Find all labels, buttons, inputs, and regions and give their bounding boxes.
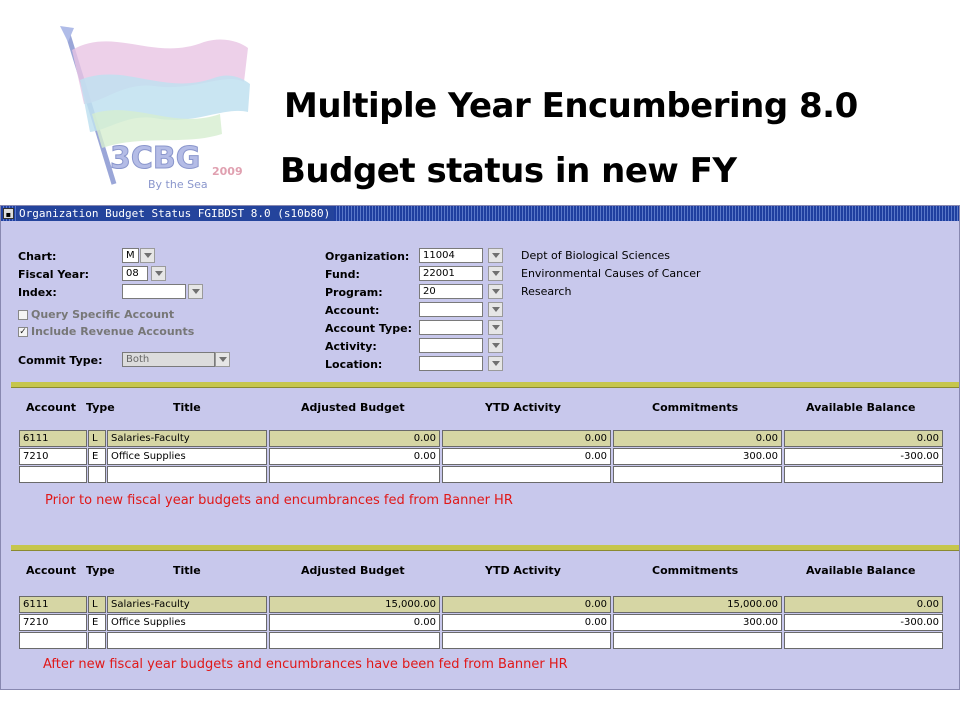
- col-header-ytd-activity: YTD Activity: [485, 564, 561, 577]
- fund-description: Environmental Causes of Cancer: [521, 267, 701, 280]
- table-cell-title[interactable]: Office Supplies: [107, 614, 267, 631]
- activity-dropdown-icon[interactable]: [488, 338, 503, 353]
- chart-dropdown-icon[interactable]: [140, 248, 155, 263]
- fiscal-year-label: Fiscal Year:: [18, 268, 90, 281]
- window-titlebar[interactable]: [1, 206, 959, 221]
- col-header-adjusted-budget: Adjusted Budget: [301, 564, 405, 577]
- table-cell-adjusted-budget[interactable]: 15,000.00: [269, 596, 440, 613]
- fund-dropdown-icon[interactable]: [488, 266, 503, 281]
- col-header-commitments: Commitments: [652, 401, 739, 414]
- account-dropdown-icon[interactable]: [488, 302, 503, 317]
- table-cell-title[interactable]: Office Supplies: [107, 448, 267, 465]
- table-cell-empty[interactable]: [107, 466, 267, 483]
- table-cell-available-balance[interactable]: 0.00: [784, 596, 943, 613]
- fiscal-year-input[interactable]: 08: [122, 266, 148, 281]
- organization-input[interactable]: 11004: [419, 248, 483, 263]
- activity-input[interactable]: [419, 338, 483, 353]
- col-header-ytd-activity: YTD Activity: [485, 401, 561, 414]
- col-header-account: Account: [26, 564, 77, 577]
- table-cell-account[interactable]: 6111: [19, 430, 87, 447]
- logo-text: 3CBG: [110, 141, 201, 176]
- table-cell-empty[interactable]: [19, 632, 87, 649]
- logo-tagline: By the Sea: [148, 178, 208, 191]
- col-header-title: Title: [173, 564, 201, 577]
- table-cell-available-balance[interactable]: 0.00: [784, 430, 943, 447]
- table-cell-commitments[interactable]: 0.00: [613, 430, 782, 447]
- account-type-input[interactable]: [419, 320, 483, 335]
- index-label: Index:: [18, 286, 57, 299]
- table-cell-type[interactable]: E: [88, 614, 106, 631]
- table-cell-empty[interactable]: [88, 466, 106, 483]
- fund-input[interactable]: 22001: [419, 266, 483, 281]
- table-cell-empty[interactable]: [19, 466, 87, 483]
- commit-type-select[interactable]: Both: [122, 352, 215, 367]
- col-header-commitments: Commitments: [652, 564, 739, 577]
- table-cell-account[interactable]: 7210: [19, 448, 87, 465]
- section-divider: [11, 382, 959, 388]
- account-label: Account:: [325, 304, 380, 317]
- index-dropdown-icon[interactable]: [188, 284, 203, 299]
- activity-label: Activity:: [325, 340, 377, 353]
- location-label: Location:: [325, 358, 383, 371]
- table-cell-empty[interactable]: [613, 632, 782, 649]
- table-cell-ytd-activity[interactable]: 0.00: [442, 430, 611, 447]
- include-revenue-checkbox[interactable]: ✓: [19, 327, 27, 337]
- table-cell-title[interactable]: Salaries-Faculty: [107, 430, 267, 447]
- table-cell-available-balance[interactable]: -300.00: [784, 614, 943, 631]
- after-note: After new fiscal year budgets and encumbrances have been fed from Banner HR: [43, 657, 568, 672]
- table-cell-empty[interactable]: [269, 632, 440, 649]
- col-header-adjusted-budget: Adjusted Budget: [301, 401, 405, 414]
- slide-title: Multiple Year Encumbering 8.0: [284, 86, 858, 126]
- col-header-title: Title: [173, 401, 201, 414]
- query-specific-label: Query Specific Account: [31, 308, 175, 321]
- table-cell-commitments[interactable]: 300.00: [613, 614, 782, 631]
- table-cell-commitments[interactable]: 15,000.00: [613, 596, 782, 613]
- index-input[interactable]: [122, 284, 186, 299]
- col-header-available-balance: Available Balance: [806, 401, 916, 414]
- table-cell-type[interactable]: L: [88, 596, 106, 613]
- fiscal-year-dropdown-icon[interactable]: [151, 266, 166, 281]
- table-cell-ytd-activity[interactable]: 0.00: [442, 448, 611, 465]
- table-cell-type[interactable]: E: [88, 448, 106, 465]
- query-specific-checkbox[interactable]: [18, 310, 28, 320]
- table-cell-ytd-activity[interactable]: 0.00: [442, 614, 611, 631]
- location-dropdown-icon[interactable]: [488, 356, 503, 371]
- account-input[interactable]: [419, 302, 483, 317]
- table-cell-adjusted-budget[interactable]: 0.00: [269, 448, 440, 465]
- table-cell-ytd-activity[interactable]: 0.00: [442, 596, 611, 613]
- program-description: Research: [521, 285, 572, 298]
- budget-status-window: [0, 205, 960, 690]
- commit-type-label: Commit Type:: [18, 354, 103, 367]
- table-cell-account[interactable]: 7210: [19, 614, 87, 631]
- table-cell-empty[interactable]: [784, 466, 943, 483]
- table-cell-adjusted-budget[interactable]: 0.00: [269, 430, 440, 447]
- table-cell-available-balance[interactable]: -300.00: [784, 448, 943, 465]
- table-cell-empty[interactable]: [442, 632, 611, 649]
- table-cell-empty[interactable]: [107, 632, 267, 649]
- table-cell-empty[interactable]: [442, 466, 611, 483]
- conference-logo: [44, 22, 254, 202]
- fund-label: Fund:: [325, 268, 360, 281]
- table-cell-title[interactable]: Salaries-Faculty: [107, 596, 267, 613]
- include-revenue-label: Include Revenue Accounts: [31, 325, 195, 338]
- logo-year: 2009: [212, 165, 243, 178]
- organization-label: Organization:: [325, 250, 410, 263]
- program-dropdown-icon[interactable]: [488, 284, 503, 299]
- col-header-type: Type: [86, 401, 115, 414]
- program-label: Program:: [325, 286, 383, 299]
- commit-type-dropdown-icon[interactable]: [215, 352, 230, 367]
- table-cell-empty[interactable]: [784, 632, 943, 649]
- window-menu-icon[interactable]: ▪: [3, 208, 14, 219]
- table-cell-empty[interactable]: [613, 466, 782, 483]
- chart-input[interactable]: M: [122, 248, 139, 263]
- location-input[interactable]: [419, 356, 483, 371]
- section-divider: [11, 545, 959, 551]
- before-note: Prior to new fiscal year budgets and encumbrances fed from Banner HR: [45, 493, 513, 508]
- table-cell-account[interactable]: 6111: [19, 596, 87, 613]
- window-title: Organization Budget Status FGIBDST 8.0 (s10b80): [17, 206, 334, 221]
- account-type-dropdown-icon[interactable]: [488, 320, 503, 335]
- col-header-available-balance: Available Balance: [806, 564, 916, 577]
- chart-label: Chart:: [18, 250, 57, 263]
- table-cell-type[interactable]: L: [88, 430, 106, 447]
- col-header-account: Account: [26, 401, 77, 414]
- col-header-type: Type: [86, 564, 115, 577]
- table-cell-empty[interactable]: [88, 632, 106, 649]
- slide-subtitle: Budget status in new FY: [280, 151, 737, 191]
- table-cell-empty[interactable]: [269, 466, 440, 483]
- table-cell-adjusted-budget[interactable]: 0.00: [269, 614, 440, 631]
- account-type-label: Account Type:: [325, 322, 412, 335]
- organization-dropdown-icon[interactable]: [488, 248, 503, 263]
- organization-description: Dept of Biological Sciences: [521, 249, 670, 262]
- table-cell-commitments[interactable]: 300.00: [613, 448, 782, 465]
- program-input[interactable]: 20: [419, 284, 483, 299]
